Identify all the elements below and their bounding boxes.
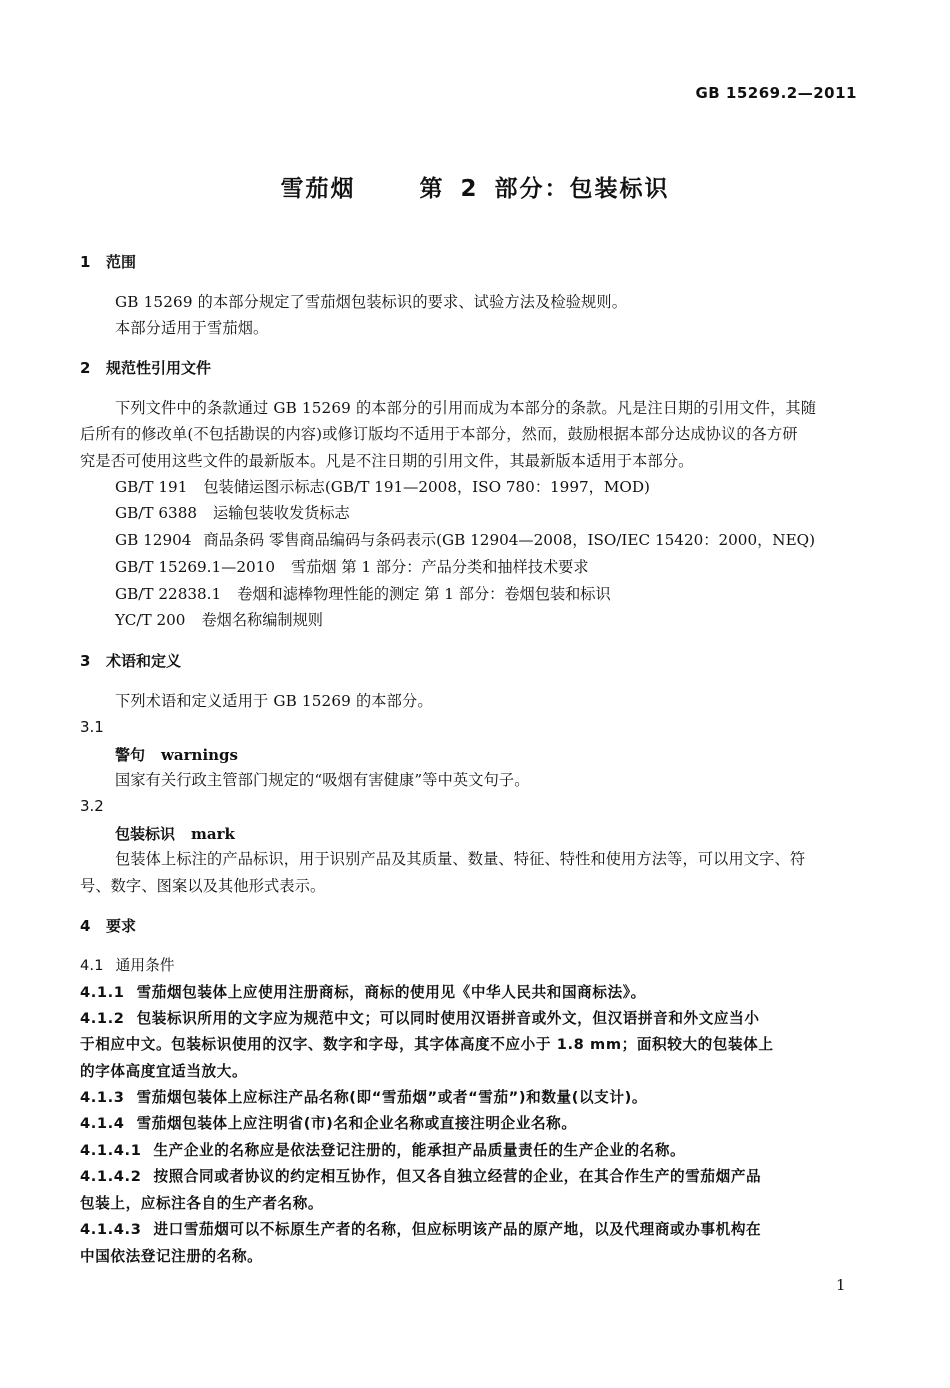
term-definition: 国家有关行政主管部门规定的“吸烟有害健康”等中英文句子。 [115, 771, 530, 789]
reference-title: 包装储运图示标志(GB/T 191—2008，ISO 780：1997，MOD) [203, 478, 650, 496]
reference-code: YC/T 200 [115, 611, 186, 629]
section-title: 术语和定义 [106, 652, 182, 670]
clause-text: 进口雪茄烟可以不标原生产者的名称，但应标明该产品的原产地，以及代理商或办事机构在 [153, 1221, 762, 1238]
section-number: 4 [80, 917, 91, 935]
clause-text: 于相应中文。包装标识使用的汉字、数字和字母，其字体高度不应小于 1.8 mm；面积较大的包装体上 [80, 1036, 774, 1053]
clause-text: 包装标识所用的文字应为规范中文；可以同时使用汉语拼音或外文，但汉语拼音和外文应当小 [136, 1010, 760, 1027]
paragraph: 究是否可使用这些文件的最新版本。凡是不注日期的引用文件，其最新版本适用于本部分。 [80, 452, 694, 470]
reference-item [115, 530, 815, 550]
clause-text: 生产企业的名称应是依法登记注册的，能承担产品质量责任的生产企业的名称。 [153, 1142, 686, 1159]
clause-number: 4.1.4.1 [80, 1142, 142, 1159]
reference-item [115, 557, 589, 577]
clause-number: 4.1.1 [80, 984, 125, 1001]
clause-number: 4.1 [80, 957, 104, 974]
section-1-heading [80, 252, 136, 272]
reference-item [115, 503, 350, 523]
clause-number: 4.1.3 [80, 1089, 125, 1106]
reference-item [115, 610, 323, 630]
reference-code: GB 12904 [115, 531, 192, 549]
term-zh: 警句 [115, 746, 146, 764]
clause-text: 中国依法登记注册的名称。 [80, 1248, 263, 1265]
paragraph: 后所有的修改单(不包括勘误的内容)或修订版均不适用于本部分，然而，鼓励根据本部分达成协议的各方研 [80, 425, 798, 443]
clause-text: 的字体高度宜适当放大。 [80, 1063, 248, 1080]
document-title: 雪茄烟 第 2 部分：包装标识 [280, 176, 670, 202]
reference-item [115, 584, 611, 604]
reference-item [115, 477, 650, 497]
reference-code: GB/T 22838.1 [115, 585, 222, 603]
term-heading [115, 744, 238, 765]
clause-number: 4.1.4.2 [80, 1168, 142, 1185]
reference-code: GB/T 15269.1—2010 [115, 558, 276, 576]
reference-title: 雪茄烟 第 1 部分：产品分类和抽样技术要求 [291, 558, 589, 576]
clause-text: 包装上，应标注各自的生产者名称。 [80, 1195, 324, 1212]
term-zh: 包装标识 [115, 825, 176, 843]
clause-4-1-2 [80, 1009, 760, 1029]
reference-title: 卷烟和滤棒物理性能的测定 第 1 部分：卷烟包装和标识 [237, 585, 611, 603]
standard-code: GB 15269.2—2011 [695, 84, 857, 102]
page-number: 1 [836, 1276, 846, 1294]
section-title: 要求 [106, 917, 137, 935]
clause-text: 按照合同或者协议的约定相互协作，但又各自独立经营的企业，在其合作生产的雪茄烟产品 [153, 1168, 762, 1185]
term-en: mark [191, 825, 235, 843]
clause-title: 通用条件 [115, 957, 175, 974]
clause-text: 雪茄烟包装体上应注明省(市)名和企业名称或直接注明企业名称。 [136, 1115, 577, 1132]
paragraph: 本部分适用于雪茄烟。 [115, 319, 269, 337]
term-en: warnings [161, 746, 238, 764]
clause-4-1 [80, 956, 175, 976]
term-heading [115, 823, 235, 844]
reference-code: GB/T 191 [115, 478, 188, 496]
clause-4-1-4-2 [80, 1167, 761, 1187]
clause-4-1-4-1 [80, 1141, 685, 1161]
term-definition: 包装体上标注的产品标识，用于识别产品及其质量、数量、特征、特性和使用方法等，可以用文字、符 [115, 850, 806, 868]
section-number: 3 [80, 652, 91, 670]
section-4-heading [80, 916, 136, 936]
reference-title: 运输包装收发货标志 [213, 504, 350, 522]
section-number: 1 [80, 253, 91, 271]
clause-4-1-1 [80, 983, 646, 1003]
paragraph: 下列术语和定义适用于 GB 15269 的本部分。 [115, 692, 433, 710]
reference-title: 商品条码 零售商品编码与条码表示(GB 12904—2008，ISO/IEC 15420：2000，NEQ) [203, 531, 816, 549]
clause-number: 4.1.4 [80, 1115, 125, 1132]
clause-4-1-4-3 [80, 1220, 761, 1240]
term-definition: 号、数字、图案以及其他形式表示。 [80, 877, 326, 895]
term-number: 3.2 [80, 797, 104, 815]
section-title: 范围 [106, 253, 137, 271]
section-title: 规范性引用文件 [106, 359, 212, 377]
clause-text: 雪茄烟包装体上应使用注册商标，商标的使用见《中华人民共和国商标法》。 [136, 984, 646, 1001]
reference-title: 卷烟名称编制规则 [201, 611, 323, 629]
clause-4-1-4 [80, 1114, 577, 1134]
paragraph: 下列文件中的条款通过 GB 15269 的本部分的引用而成为本部分的条款。凡是注日期的引用文件，其随 [115, 399, 817, 417]
clause-number: 4.1.4.3 [80, 1221, 142, 1238]
paragraph: GB 15269 的本部分规定了雪茄烟包装标识的要求、试验方法及检验规则。 [115, 293, 628, 311]
term-number: 3.1 [80, 718, 104, 736]
section-2-heading [80, 358, 211, 378]
clause-text: 雪茄烟包装体上应标注产品名称(即“雪茄烟”或者“雪茄”)和数量(以支计)。 [136, 1089, 648, 1106]
clause-number: 4.1.2 [80, 1010, 125, 1027]
clause-4-1-3 [80, 1088, 647, 1108]
section-number: 2 [80, 359, 91, 377]
section-3-heading [80, 651, 181, 671]
reference-code: GB/T 6388 [115, 504, 198, 522]
